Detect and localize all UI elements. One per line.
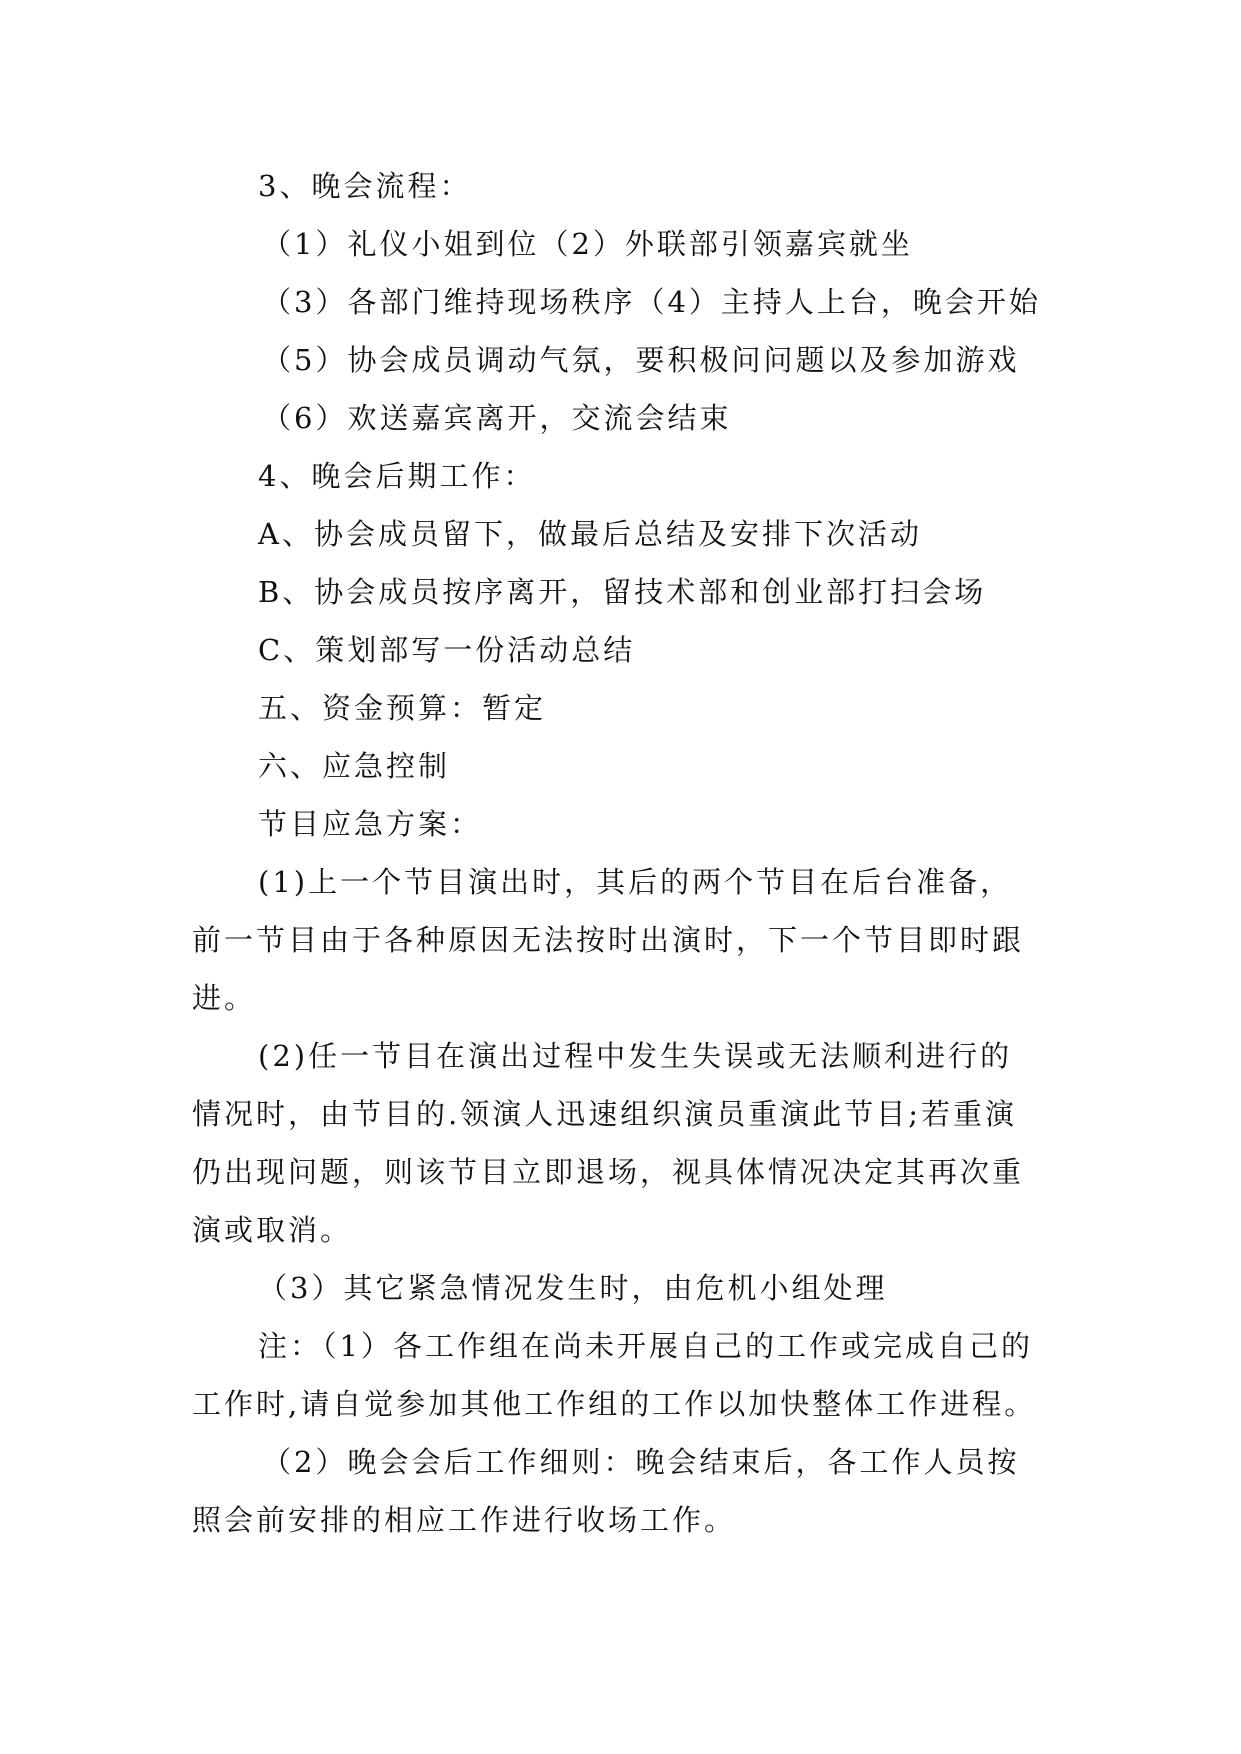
post-work-a: A、协会成员留下，做最后总结及安排下次活动 <box>258 517 922 551</box>
emergency-1-line-2: 前一节目由于各种原因无法按时出演时，下一个节目即时跟 <box>192 923 1025 957</box>
flow-item-5: （5）协会成员调动气氛，要积极问问题以及参加游戏 <box>262 343 1020 377</box>
post-work-b: B、协会成员按序离开，留技术部和创业部打扫会场 <box>258 575 987 609</box>
emergency-1-line-1: (1)上一个节目演出时，其后的两个节目在后台准备， <box>258 865 1013 899</box>
emergency-2-line-1: (2)任一节目在演出过程中发生失误或无法顺利进行的 <box>258 1039 1013 1073</box>
emergency-2-line-4: 演或取消。 <box>192 1213 353 1247</box>
heading-program-emergency: 节目应急方案： <box>258 807 483 841</box>
emergency-3: （3）其它紧急情况发生时，由危机小组处理 <box>258 1271 888 1305</box>
flow-item-1-2: （1）礼仪小姐到位（2）外联部引领嘉宾就坐 <box>262 227 913 261</box>
emergency-2-line-3: 仍出现问题，则该节目立即退场，视具体情况决定其再次重 <box>192 1155 1025 1189</box>
heading-post-work: 4、晚会后期工作： <box>258 459 536 493</box>
heading-emergency-control: 六、应急控制 <box>258 749 451 783</box>
post-work-c: C、策划部写一份活动总结 <box>258 633 636 667</box>
flow-item-6: （6）欢送嘉宾离开，交流会结束 <box>262 401 732 435</box>
note-1-line-2: 工作时,请自觉参加其他工作组的工作以加快整体工作进程。 <box>192 1387 1037 1421</box>
heading-budget: 五、资金预算：暂定 <box>258 691 547 725</box>
note-1-line-1: 注：（1）各工作组在尚未开展自己的工作或完成自己的 <box>258 1329 1033 1363</box>
flow-item-3-4: （3）各部门维持现场秩序（4）主持人上台，晚会开始 <box>262 285 1041 319</box>
note-2-line-2: 照会前安排的相应工作进行收场工作。 <box>192 1503 737 1537</box>
emergency-2-line-2: 情况时，由节目的.领演人迅速组织演员重演此节目;若重演 <box>192 1097 1017 1131</box>
note-2-line-1: （2）晚会会后工作细则：晚会结束后，各工作人员按 <box>262 1445 1020 1479</box>
emergency-1-line-3: 进。 <box>192 981 257 1015</box>
heading-party-flow: 3、晚会流程： <box>258 169 472 203</box>
